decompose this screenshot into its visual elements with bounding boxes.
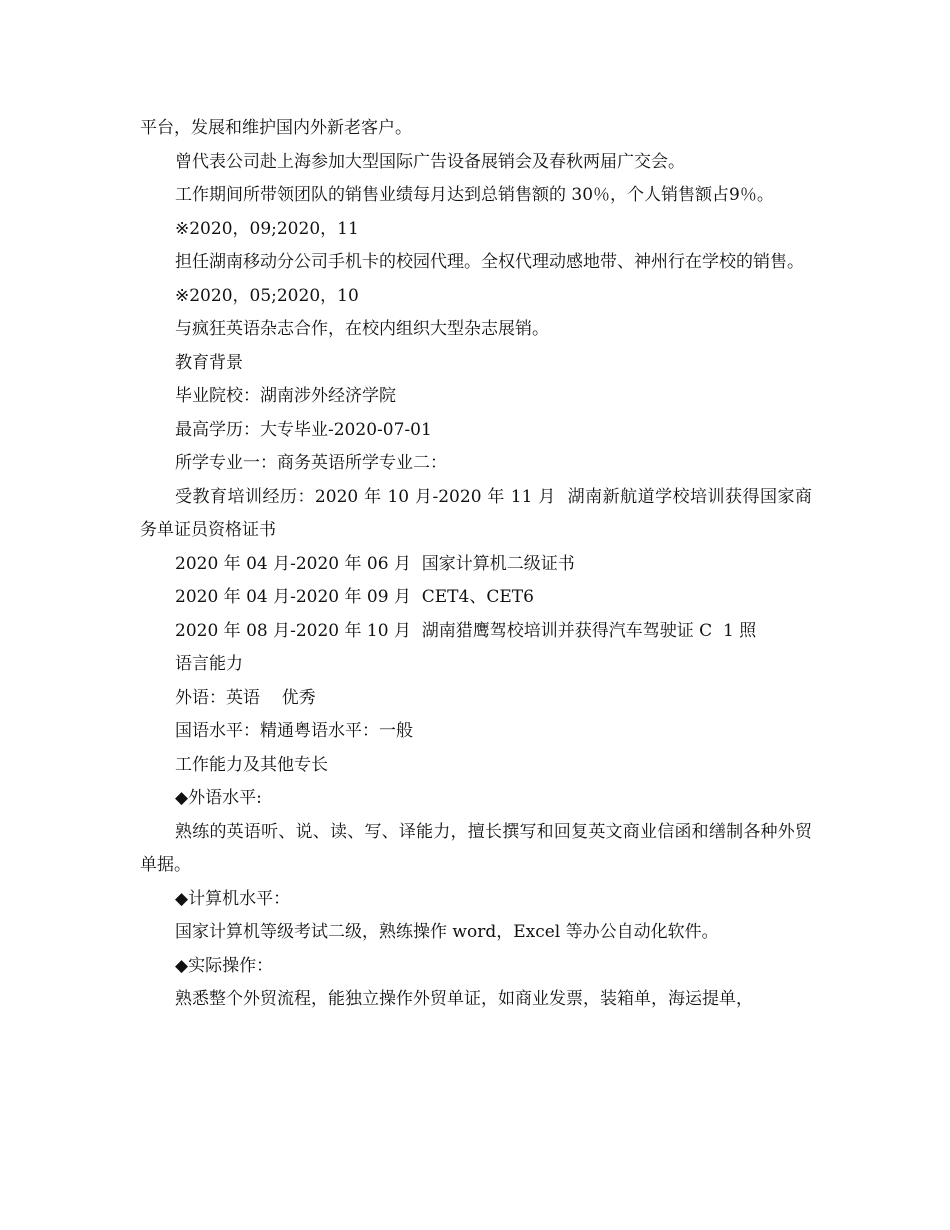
- paragraph: 担任湖南移动分公司手机卡的校园代理。全权代理动感地带、神州行在学校的销售。: [175, 252, 804, 272]
- paragraph: 平台，发展和维护国内外新老客户。: [140, 118, 412, 138]
- paragraph: 外语：英语 优秀: [175, 687, 316, 708]
- date-range-heading: ※2020，09;2020，11: [175, 218, 359, 239]
- document-body: [140, 112, 812, 1017]
- paragraph: 曾代表公司赴上海参加大型国际广告设备展销会及春秋两届广交会。: [175, 151, 685, 172]
- section-heading-education: 教育背景: [175, 352, 243, 373]
- paragraph: 毕业院校：湖南涉外经济学院: [175, 386, 396, 406]
- section-heading-skills: 工作能力及其他专长: [175, 754, 328, 775]
- paragraph: 2020 年 08 月-2020 年 10 月 湖南猎鹰驾校培训并获得汽车驾驶证 C 1 照: [175, 620, 757, 641]
- skill-subheading: ◆外语水平:: [175, 788, 262, 808]
- paragraph: 2020 年 04 月-2020 年 09 月 CET4、CET6: [175, 587, 534, 607]
- section-heading-language: 语言能力: [175, 654, 243, 674]
- paragraph: 所学专业一：商务英语所学专业二：: [175, 453, 447, 473]
- paragraph: 国家计算机等级考试二级，熟练操作 word，Excel 等办公自动化软件。: [175, 922, 719, 942]
- skill-subheading: ◆实际操作：: [175, 955, 274, 976]
- paragraph: 2020 年 04 月-2020 年 06 月 国家计算机二级证书: [175, 553, 575, 574]
- paragraph: 受教育培训经历：2020 年 10 月-2020 年 11 月 湖南新航道学校培训获得国家商务单证员资格证书: [140, 486, 812, 540]
- paragraph: 与疯狂英语杂志合作，在校内组织大型杂志展销。: [175, 319, 549, 339]
- paragraph: 工作期间所带领团队的销售业绩每月达到总销售额的 30％，个人销售额占9％。: [175, 185, 774, 205]
- skill-subheading: ◆计算机水平：: [175, 888, 291, 909]
- paragraph: 熟练的英语听、说、读、写、译能力，擅长撰写和回复英文商业信函和缮制各种外贸单据。: [140, 821, 812, 875]
- paragraph: 最高学历：大专毕业-2020-07-01: [175, 419, 432, 440]
- paragraph: 熟悉整个外贸流程，能独立操作外贸单证，如商业发票，装箱单，海运提单，: [175, 989, 753, 1009]
- date-range-heading: ※2020，05;2020，10: [175, 285, 359, 306]
- paragraph: 国语水平：精通粤语水平：一般: [175, 721, 413, 741]
